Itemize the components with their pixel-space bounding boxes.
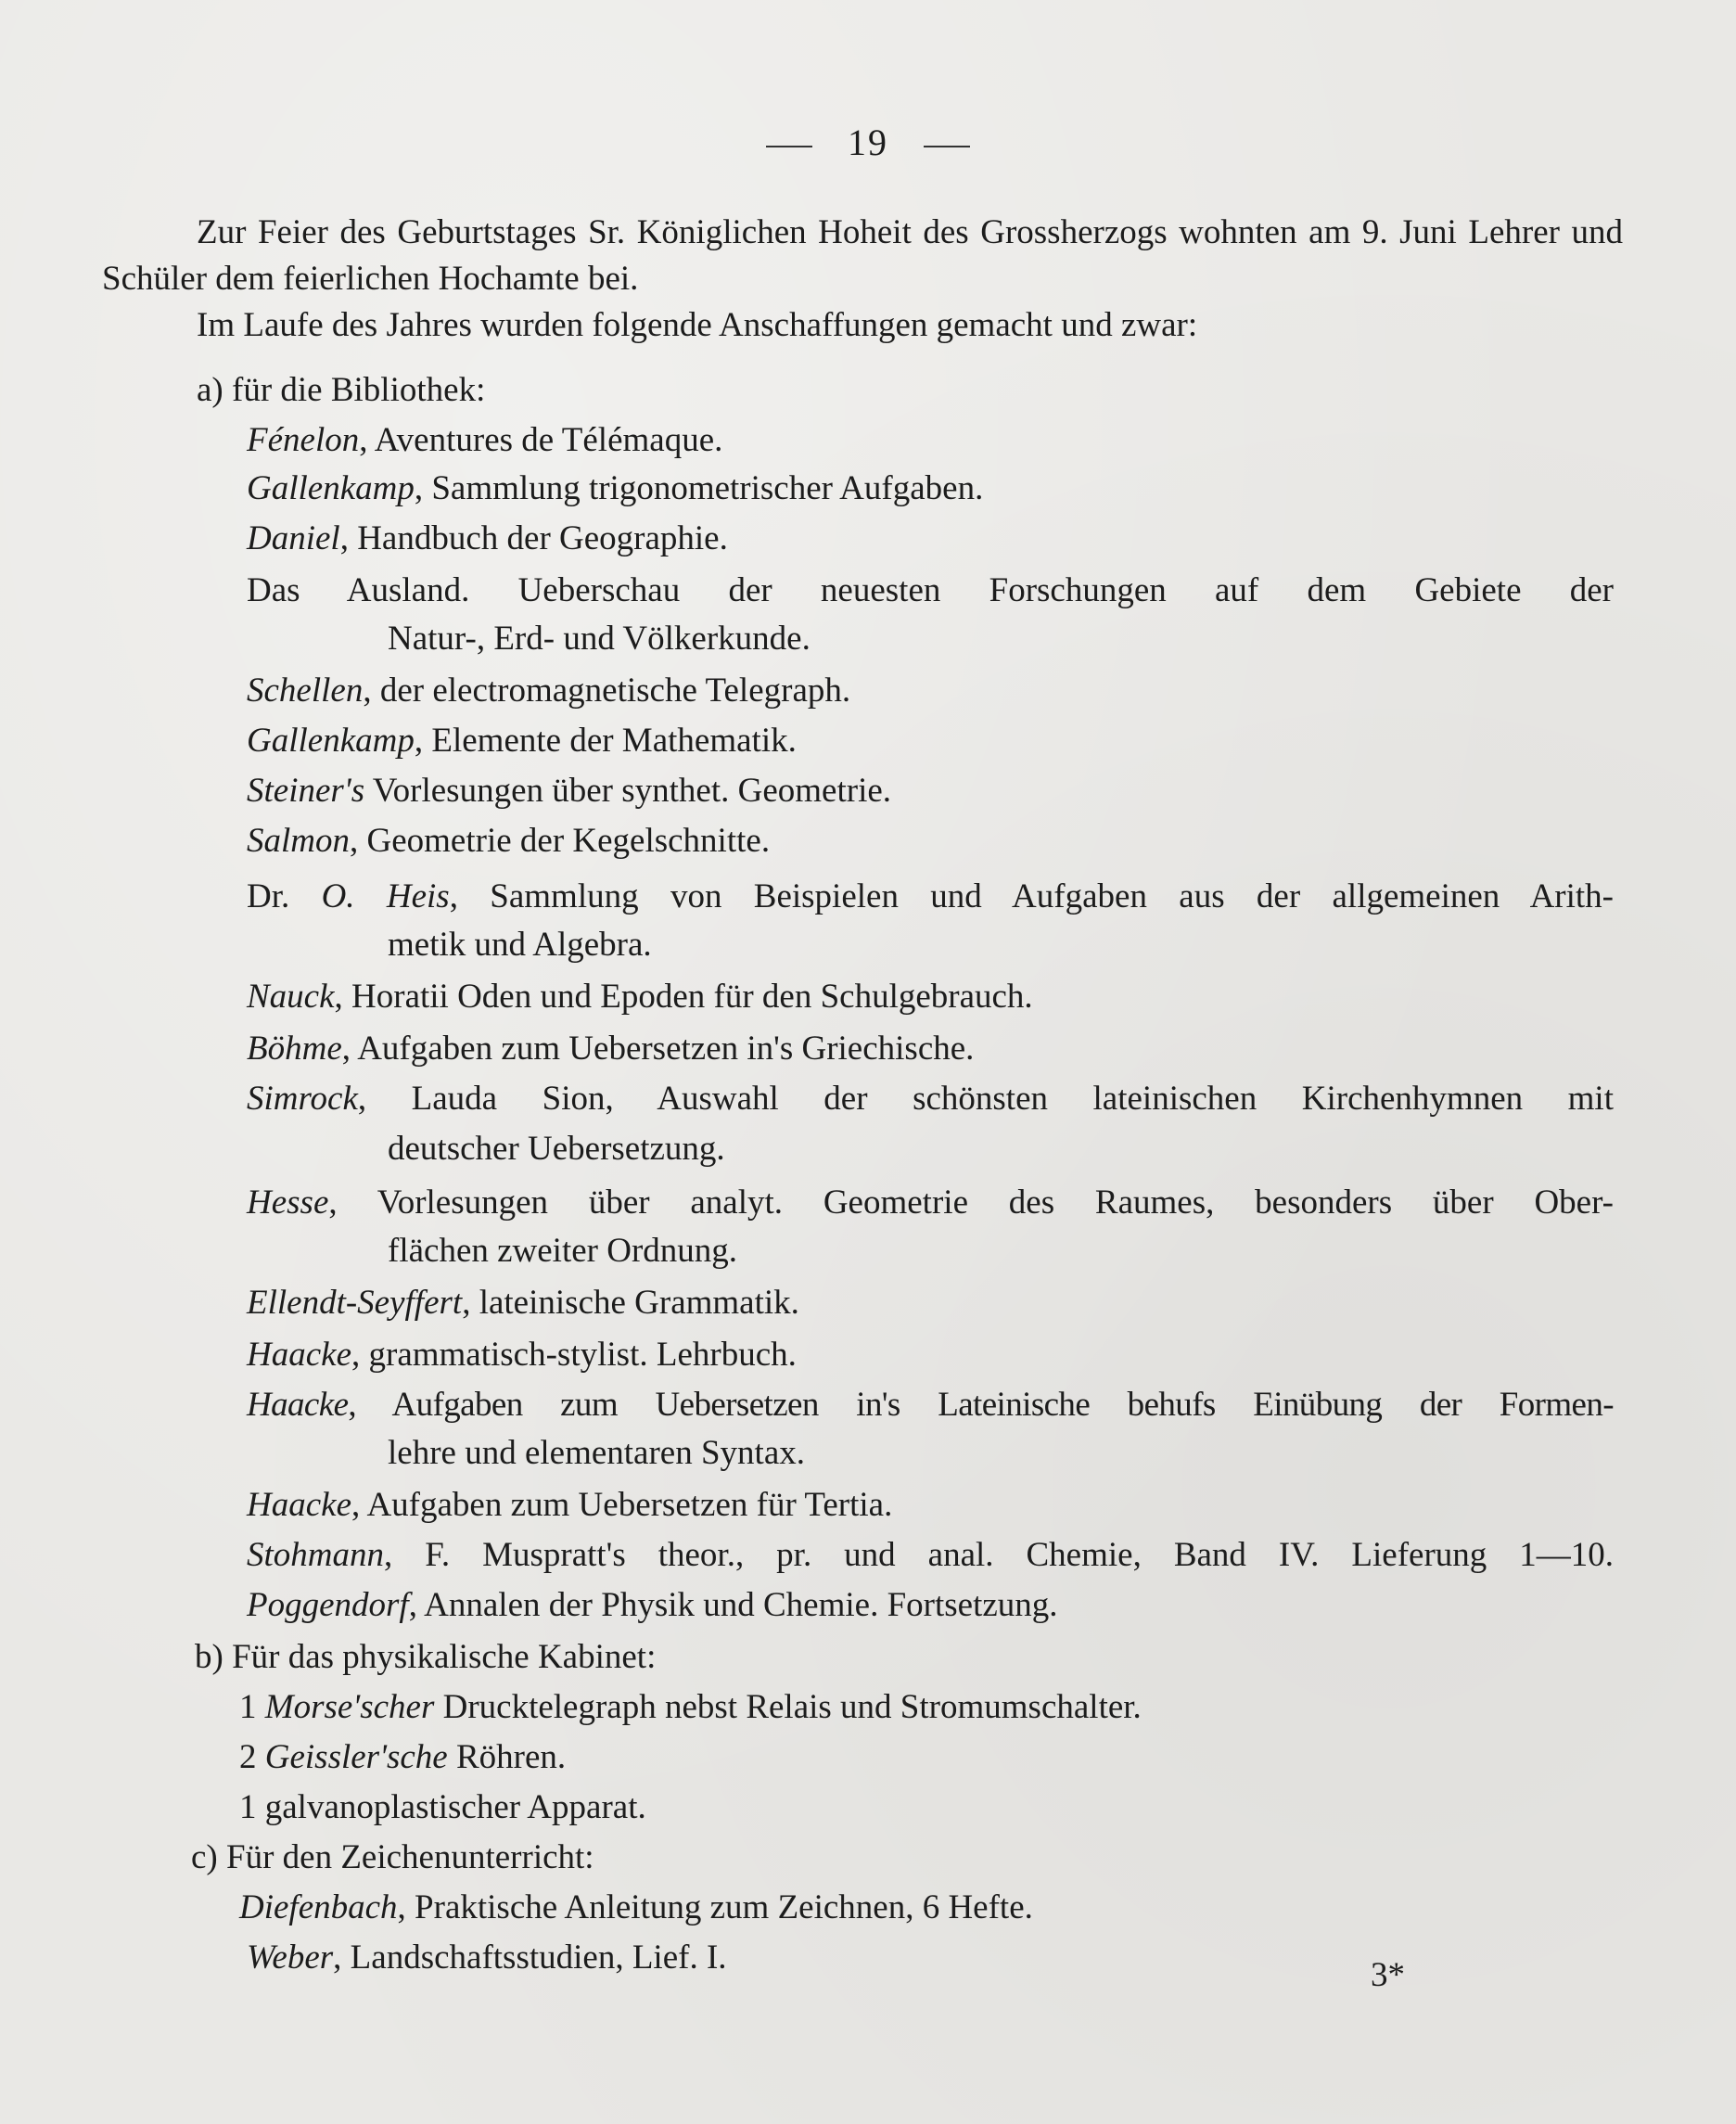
list-item bbox=[247, 1026, 974, 1072]
author-name: Daniel bbox=[247, 519, 340, 557]
author-name: Hesse bbox=[247, 1184, 329, 1222]
author-name: O. Heis bbox=[321, 877, 450, 915]
list-item bbox=[247, 1076, 1614, 1122]
section-a-label: a) bbox=[197, 371, 223, 409]
item-maker: Morse'scher bbox=[264, 1688, 435, 1726]
section-a-title: für die Bibliothek: bbox=[232, 371, 486, 409]
list-item bbox=[239, 1885, 1033, 1931]
page-number: 19 bbox=[848, 122, 888, 163]
book-title: , Praktische Anleitung zum Zeichnen, 6 Hefte. bbox=[397, 1888, 1033, 1926]
author-name: Poggendorf bbox=[247, 1586, 409, 1624]
list-item bbox=[247, 1280, 799, 1326]
book-title: , Landschaftsstudien, Lief. I. bbox=[333, 1938, 727, 1977]
book-title: , der electromagnetische Telegraph. bbox=[363, 672, 851, 710]
list-item bbox=[247, 1532, 1614, 1579]
author-name: Steiner's bbox=[247, 772, 365, 810]
list-item-continuation: deutscher Uebersetzung. bbox=[388, 1130, 725, 1168]
author-name: Schellen bbox=[247, 672, 364, 710]
list-item bbox=[247, 1332, 797, 1378]
item-description: 1 galvanoplastischer Apparat. bbox=[239, 1788, 646, 1826]
author-name: Weber bbox=[247, 1938, 334, 1977]
author-name: Fénelon bbox=[247, 421, 360, 459]
intro-paragraph-1: Zur Feier des Geburtstages Sr. Königlichen Hoheit des Grossherzogs wohnten am 9. Juni Lehrer und Schüler dem feierlichen Hochamte bei. bbox=[102, 213, 1623, 298]
list-item bbox=[247, 1180, 1614, 1226]
item-description: Drucktelegraph nebst Relais und Stromumschalter. bbox=[434, 1688, 1142, 1726]
list-item bbox=[247, 568, 1614, 614]
intro-paragraph-2: Im Laufe des Jahres wurden folgende Anschaffungen gemacht und zwar: bbox=[197, 306, 1198, 344]
author-prefix: Dr. bbox=[247, 877, 322, 915]
list-item bbox=[247, 1935, 727, 1981]
author-name: Gallenkamp bbox=[247, 722, 415, 760]
list-item-continuation: flächen zweiter Ordnung. bbox=[388, 1232, 738, 1270]
intro-block bbox=[102, 210, 1623, 349]
author-name: Haacke bbox=[247, 1386, 349, 1424]
list-item-continuation: metik und Algebra. bbox=[388, 926, 652, 964]
page-header bbox=[0, 121, 1736, 164]
book-title: , lateinische Grammatik. bbox=[462, 1284, 799, 1322]
section-b-title: Für das physikalische Kabinet: bbox=[232, 1638, 657, 1676]
item-count: 1 bbox=[239, 1688, 265, 1726]
book-title: , Aventures de Télémaque. bbox=[359, 421, 723, 459]
section-b-label: b) bbox=[195, 1638, 223, 1676]
author-name: Gallenkamp bbox=[247, 469, 415, 507]
section-c-title: Für den Zeichenunterricht: bbox=[226, 1838, 594, 1876]
book-title: , grammatisch-stylist. Lehrbuch. bbox=[351, 1336, 797, 1374]
list-item bbox=[239, 1785, 646, 1831]
list-item bbox=[247, 516, 728, 562]
book-title: , Aufgaben zum Uebersetzen in's Griechische. bbox=[341, 1030, 975, 1068]
book-title: , F. Muspratt's theor., pr. und anal. Chemie, Band IV. Lieferung 1—10. bbox=[384, 1536, 1614, 1574]
section-b-heading bbox=[195, 1634, 656, 1681]
item-description: Röhren. bbox=[447, 1738, 567, 1776]
list-item bbox=[247, 1482, 892, 1529]
book-title: Vorlesungen über synthet. Geometrie. bbox=[364, 772, 892, 810]
list-item bbox=[247, 417, 722, 464]
list-item bbox=[239, 1684, 1142, 1731]
list-item bbox=[247, 466, 983, 512]
author-name: Diefenbach bbox=[239, 1888, 398, 1926]
item-maker: Geissler'sche bbox=[264, 1738, 448, 1776]
book-title: , Sammlung von Beispielen und Aufgaben aus der allgemeinen Arith- bbox=[449, 877, 1615, 915]
list-item bbox=[239, 1734, 566, 1781]
list-item bbox=[247, 974, 1033, 1020]
book-title: , Aufgaben zum Uebersetzen für Tertia. bbox=[351, 1486, 893, 1524]
book-title: , Handbuch der Geographie. bbox=[339, 519, 728, 557]
book-title: , Elemente der Mathematik. bbox=[414, 722, 797, 760]
book-title: , Sammlung trigonometrischer Aufgaben. bbox=[414, 469, 984, 507]
author-name: Ellendt-Seyffert bbox=[247, 1284, 463, 1322]
signature-mark: 3* bbox=[1371, 1956, 1405, 1994]
book-title: , Annalen der Physik und Chemie. Fortsetzung. bbox=[408, 1586, 1058, 1624]
list-item-continuation: Natur-, Erd- und Völkerkunde. bbox=[388, 620, 811, 658]
book-title: Das Ausland. Ueberschau der neuesten Forschungen auf dem Gebiete der bbox=[247, 571, 1614, 609]
list-item bbox=[247, 874, 1614, 920]
book-title: , Geometrie der Kegelschnitte. bbox=[350, 822, 771, 860]
header-dash-right bbox=[924, 146, 970, 147]
section-c-heading bbox=[191, 1835, 594, 1881]
author-name: Böhme bbox=[247, 1030, 342, 1068]
book-title: , Vorlesungen über analyt. Geometrie des Raumes, besonders über Ober- bbox=[328, 1184, 1614, 1222]
section-a-heading bbox=[197, 367, 485, 414]
author-name: Haacke bbox=[247, 1486, 351, 1524]
author-name: Simrock bbox=[247, 1080, 358, 1118]
author-name: Salmon bbox=[247, 822, 350, 860]
list-item bbox=[247, 718, 797, 764]
author-name: Stohmann bbox=[247, 1536, 384, 1574]
list-item-continuation: lehre und elementaren Syntax. bbox=[388, 1434, 805, 1472]
header-dash-left bbox=[766, 146, 812, 147]
item-count: 2 bbox=[239, 1738, 265, 1776]
list-item bbox=[247, 1582, 1058, 1629]
list-item bbox=[247, 1382, 1614, 1428]
list-item bbox=[247, 818, 770, 864]
book-title: , Horatii Oden und Epoden für den Schulgebrauch. bbox=[334, 978, 1033, 1016]
book-title: , Aufgaben zum Uebersetzen in's Lateinische behufs Einübung der Formen- bbox=[348, 1386, 1614, 1424]
book-title: , Lauda Sion, Auswahl der schönsten lateinischen Kirchenhymnen mit bbox=[357, 1080, 1614, 1118]
section-c-label: c) bbox=[191, 1838, 218, 1876]
author-name: Nauck bbox=[247, 978, 335, 1016]
list-item bbox=[247, 768, 891, 814]
list-item bbox=[247, 668, 850, 714]
author-name: Haacke bbox=[247, 1336, 351, 1374]
